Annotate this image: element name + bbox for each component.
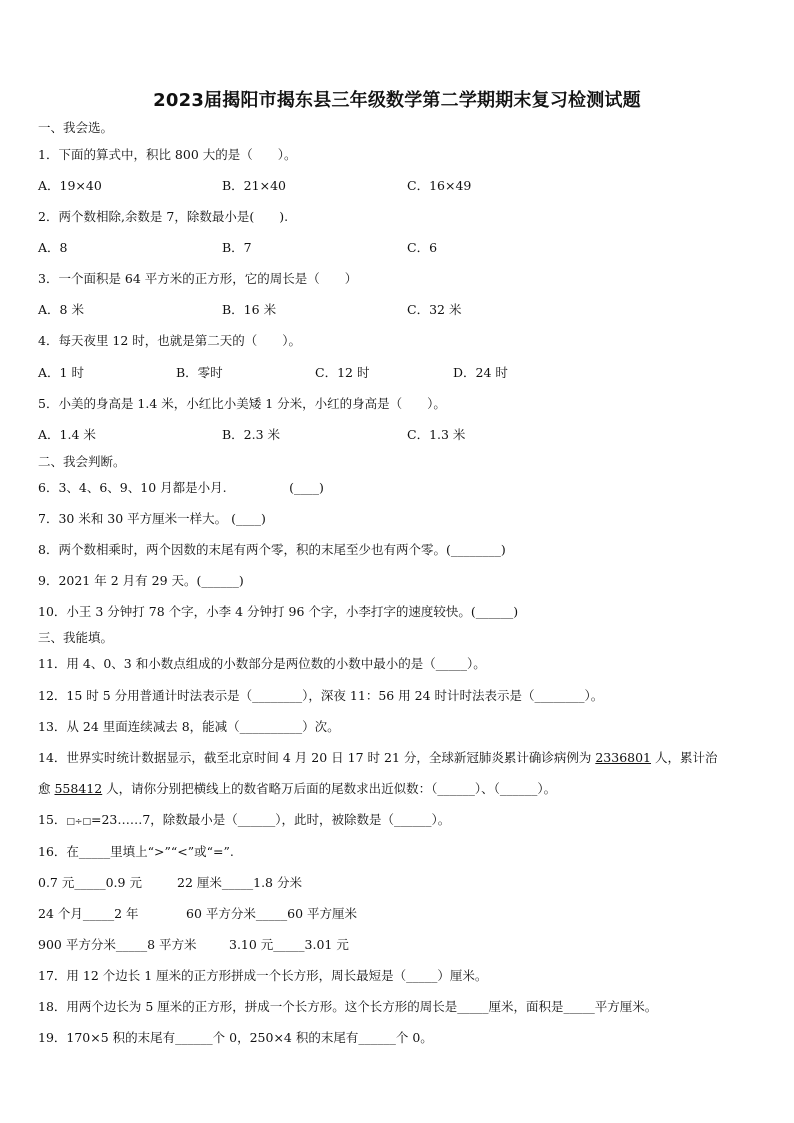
question-18: 18．用两个边长为 5 厘米的正方形，拼成一个长方形。这个长方形的周长是_____厘米，面积是_____平方厘米。 [38,999,658,1014]
q14-text-2: 人，累计治 [651,750,718,765]
q4-option-b: B．零时 [176,365,223,380]
q14-text-4: 人，请你分别把横线上的数省略万后面的尾数求出近似数：（______）、（______）。 [102,781,557,796]
q2-option-a: A．8 [38,240,68,255]
question-4: 4．每天夜里 12 时，也就是第二天的（ ）。 [38,333,302,348]
question-16: 16．在_____里填上“>”“<”或“=”. [38,844,234,859]
q16-item-4: 60 平方分米_____60 平方厘米 [186,906,358,921]
q14-text-1: 14．世界实时统计数据显示，截至北京时间 4 月 20 日 17 时 21 分，全球新冠肺炎累计确诊病例为 [38,750,596,765]
q15-text-1: 15． [38,812,67,827]
question-9: 9．2021 年 2 月有 29 天。(______) [38,573,244,588]
q1-option-a: A．19×40 [38,178,102,193]
question-14-line-1 [38,750,718,766]
q15-text-2: =23……7，除数最小是（______），此时，被除数是（______）。 [90,812,451,827]
q3-option-b: B．16 米 [222,302,277,317]
question-17: 17．用 12 个边长 1 厘米的正方形拼成一个长方形，周长最短是（_____）厘米。 [38,968,488,983]
question-5: 5．小美的身高是 1.4 米，小红比小美矮 1 分米，小红的身高是（ ）。 [38,396,446,411]
q2-option-b: B．7 [222,240,252,255]
q16-item-3: 24 个月_____2 年 [38,906,139,921]
q14-text-3: 愈 [38,781,55,796]
question-13: 13．从 24 里面连续减去 8，能减（__________）次。 [38,719,340,734]
question-3: 3．一个面积是 64 平方米的正方形，它的周长是（ ） [38,271,358,286]
question-8: 8．两个数相乘时，两个因数的末尾有两个零，积的末尾至少也有两个零。(________) [38,542,506,557]
q5-option-a: A．1.4 米 [38,427,96,442]
section-heading-choice: 一、我会选。 [38,120,114,135]
q4-option-a: A．1 时 [38,365,84,380]
q14-number-2: 558412 [54,781,103,796]
section-heading-fill: 三、我能填。 [38,630,114,645]
q5-option-b: B．2.3 米 [222,427,281,442]
q16-item-1: 0.7 元_____0.9 元 [38,875,142,890]
q1-option-c: C．16×49 [407,178,472,193]
question-1: 1．下面的算式中，积比 800 大的是（ ）。 [38,147,297,162]
q15-box-expression: □÷□ [66,817,91,827]
q4-option-c: C．12 时 [315,365,370,380]
question-2: 2．两个数相除,余数是 7，除数最小是( ). [38,209,289,224]
q1-option-b: B．21×40 [222,178,286,193]
q3-option-a: A．8 米 [38,302,84,317]
question-12: 12．15 时 5 分用普通计时法表示是（________），深夜 11：56 用 24 时计时法表示是（________）。 [38,688,604,703]
section-heading-judge: 二、我会判断。 [38,454,126,469]
q16-item-5: 900 平方分米_____8 平方米 [38,937,197,952]
question-10: 10．小王 3 分钟打 78 个字，小李 4 分钟打 96 个字，小李打字的速度较快。(______) [38,604,519,619]
q14-number-1: 2336801 [595,750,652,765]
question-15 [38,812,450,830]
question-7: 7．30 米和 30 平方厘米一样大。 (____) [38,511,266,526]
page-title: 2023届揭阳市揭东县三年级数学第二学期期末复习检测试题 [153,90,641,111]
q3-option-c: C．32 米 [407,302,462,317]
question-14-line-2 [38,781,556,797]
q16-item-6: 3.10 元_____3.01 元 [229,937,349,952]
question-6: 6．3、4、6、9、10 月都是小月. (____) [38,480,324,495]
q4-option-d: D．24 时 [453,365,508,380]
q2-option-c: C．6 [407,240,438,255]
question-11: 11．用 4、0、3 和小数点组成的小数部分是两位数的小数中最小的是（_____）。 [38,656,486,671]
q16-item-2: 22 厘米_____1.8 分米 [177,875,302,890]
question-19: 19．170×5 积的末尾有______个 0，250×4 积的末尾有______个 0。 [38,1030,433,1045]
q5-option-c: C．1.3 米 [407,427,466,442]
